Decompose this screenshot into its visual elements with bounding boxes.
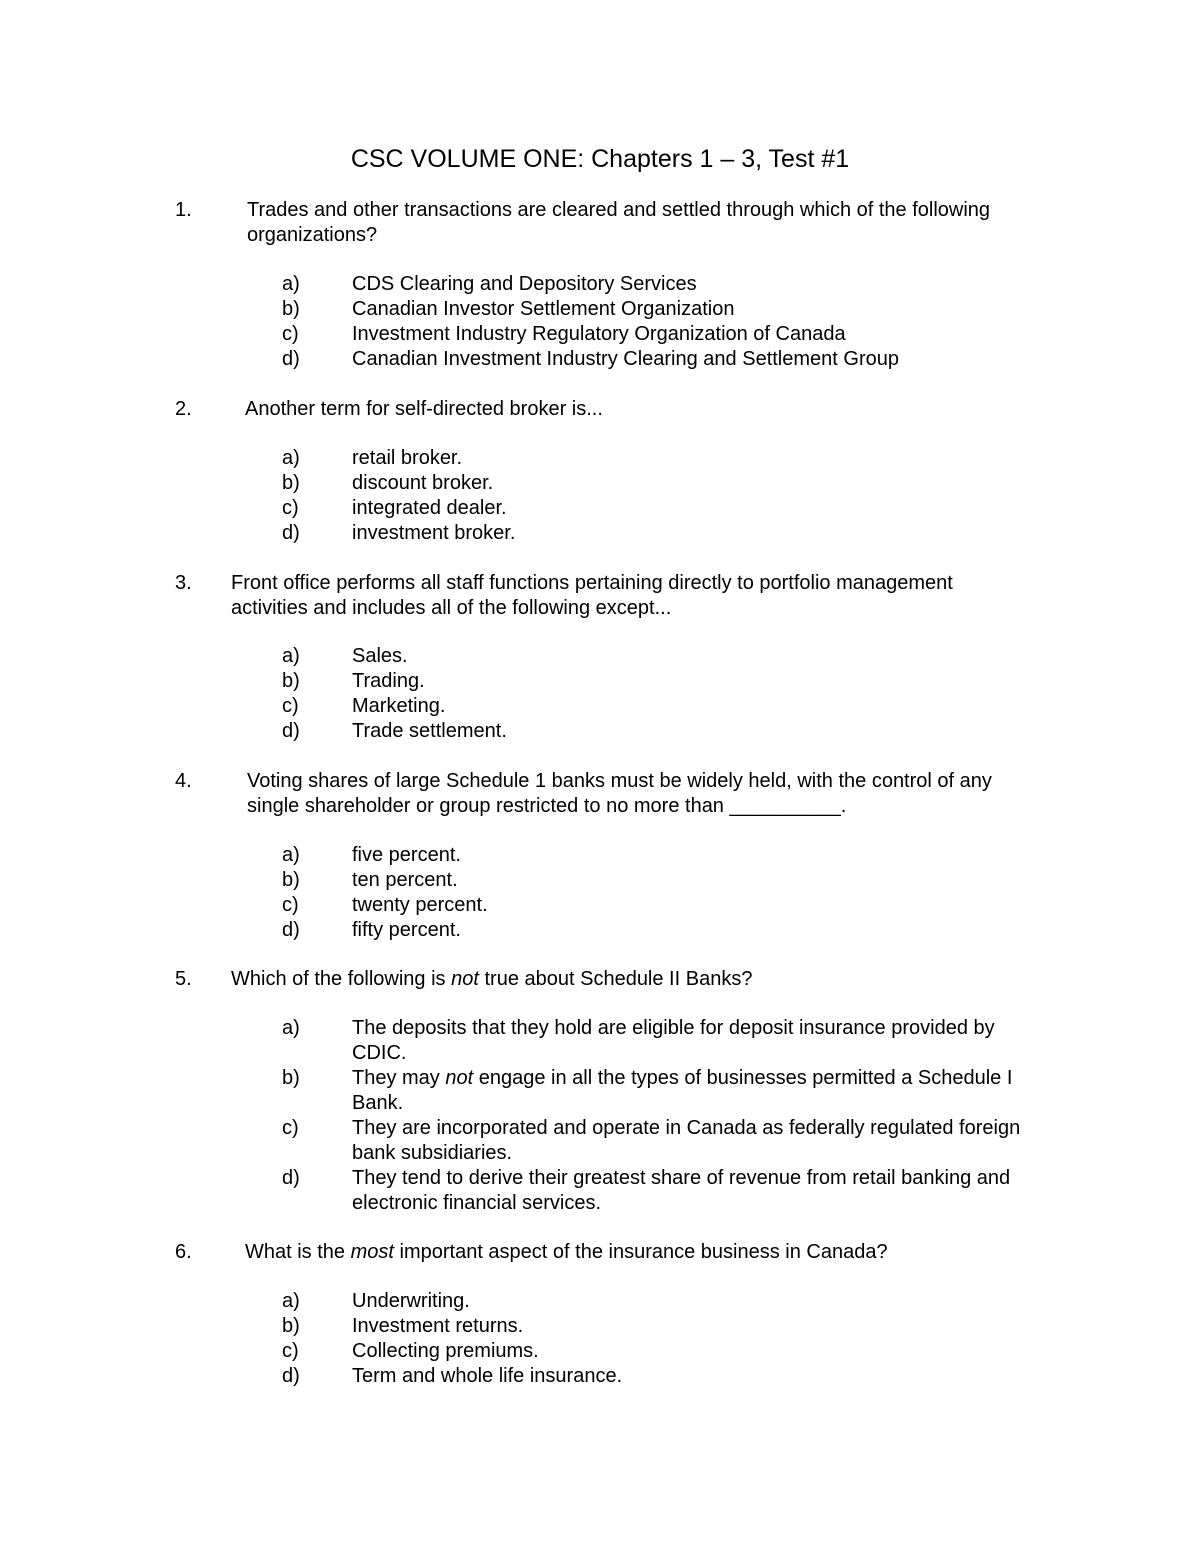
- option-letter: a): [282, 645, 300, 667]
- option-text: They are incorporated and operate in Canada as federally regulated foreign bank subsidiaries.: [352, 1117, 1021, 1164]
- option-text: retail broker.: [352, 447, 463, 469]
- option-b: [0, 669, 1200, 694]
- emphasis-text: not: [445, 1067, 474, 1089]
- option-d: [0, 521, 1200, 546]
- option-text: Collecting premiums.: [352, 1340, 539, 1362]
- option-text: Trade settlement.: [352, 720, 507, 742]
- option-text: CDS Clearing and Depository Services: [352, 273, 697, 295]
- question-text: Voting shares of large Schedule 1 banks must be widely held, with the control of any single shareholder or group restricted to no more than __________.: [247, 770, 992, 817]
- question-number: 4.: [175, 770, 192, 792]
- option-a: [0, 644, 1200, 669]
- option-text: Investment Industry Regulatory Organization of Canada: [352, 323, 846, 345]
- option-letter: c): [282, 1340, 299, 1362]
- option-text: ten percent.: [352, 869, 458, 891]
- option-letter: a): [282, 844, 300, 866]
- question-text: Trades and other transactions are cleared and settled through which of the following organizations?: [247, 199, 991, 246]
- option-text: Marketing.: [352, 695, 446, 717]
- option-text: Investment returns.: [352, 1315, 524, 1337]
- option-letter: c): [282, 1117, 299, 1139]
- option-letter: d): [282, 1365, 300, 1387]
- option-d: [0, 918, 1200, 943]
- option-text: They tend to derive their greatest share of revenue from retail banking and electronic financial services.: [352, 1167, 1011, 1214]
- options-list: [0, 446, 1200, 546]
- option-letter: a): [282, 447, 300, 469]
- option-letter: b): [282, 298, 300, 320]
- question-number: 6.: [175, 1241, 192, 1263]
- option-letter: b): [282, 1315, 300, 1337]
- options-list: [0, 1289, 1200, 1389]
- option-letter: d): [282, 720, 300, 742]
- option-letter: b): [282, 869, 300, 891]
- option-text: Sales.: [352, 645, 408, 667]
- option-text: Canadian Investment Industry Clearing and Settlement Group: [352, 348, 899, 370]
- option-letter: a): [282, 1017, 300, 1039]
- option-letter: c): [282, 894, 299, 916]
- option-c: [0, 1116, 1200, 1166]
- page-title: CSC VOLUME ONE: Chapters 1 – 3, Test #1: [350, 145, 850, 173]
- option-letter: a): [282, 273, 300, 295]
- question-number: 3.: [175, 572, 192, 594]
- options-list: [0, 843, 1200, 943]
- option-b: [0, 1314, 1200, 1339]
- option-text: Underwriting.: [352, 1290, 470, 1312]
- options-list: [0, 272, 1200, 372]
- option-b: [0, 1066, 1200, 1116]
- option-text: The deposits that they hold are eligible for deposit insurance provided by CDIC.: [352, 1017, 995, 1064]
- option-a: [0, 272, 1200, 297]
- option-text: Trading.: [352, 670, 425, 692]
- option-a: [0, 1016, 1200, 1066]
- option-text: They may not engage in all the types of businesses permitted a Schedule I Bank.: [352, 1067, 1013, 1114]
- option-letter: c): [282, 497, 299, 519]
- question-number: 2.: [175, 398, 192, 420]
- question-text: Another term for self-directed broker is...: [245, 398, 603, 420]
- option-c: [0, 322, 1200, 347]
- option-text: fifty percent.: [352, 919, 461, 941]
- option-letter: c): [282, 695, 299, 717]
- option-text: twenty percent.: [352, 894, 488, 916]
- option-letter: d): [282, 919, 300, 941]
- question-text: What is the most important aspect of the insurance business in Canada?: [245, 1241, 888, 1263]
- question-number: 5.: [175, 968, 192, 990]
- option-b: [0, 868, 1200, 893]
- option-letter: b): [282, 670, 300, 692]
- option-a: [0, 1289, 1200, 1314]
- option-text: Canadian Investor Settlement Organization: [352, 298, 735, 320]
- options-list: [0, 1016, 1200, 1216]
- options-list: [0, 644, 1200, 744]
- option-text: Term and whole life insurance.: [352, 1365, 623, 1387]
- emphasis-text: not: [451, 968, 479, 990]
- option-a: [0, 446, 1200, 471]
- option-letter: b): [282, 472, 300, 494]
- option-c: [0, 496, 1200, 521]
- option-b: [0, 471, 1200, 496]
- option-c: [0, 893, 1200, 918]
- option-text: discount broker.: [352, 472, 494, 494]
- option-c: [0, 1339, 1200, 1364]
- option-c: [0, 694, 1200, 719]
- option-d: [0, 1364, 1200, 1389]
- option-b: [0, 297, 1200, 322]
- option-letter: d): [282, 1167, 300, 1189]
- option-d: [0, 347, 1200, 372]
- option-a: [0, 843, 1200, 868]
- question-text: Which of the following is not true about Schedule II Banks?: [231, 968, 753, 990]
- option-d: [0, 1166, 1200, 1216]
- option-text: integrated dealer.: [352, 497, 507, 519]
- option-letter: c): [282, 323, 299, 345]
- emphasis-text: most: [350, 1241, 394, 1263]
- option-text: investment broker.: [352, 522, 516, 544]
- option-text: five percent.: [352, 844, 461, 866]
- option-d: [0, 719, 1200, 744]
- option-letter: d): [282, 522, 300, 544]
- question-text: Front office performs all staff functions pertaining directly to portfolio management activities and includes all of the following except...: [231, 572, 953, 619]
- option-letter: a): [282, 1290, 300, 1312]
- option-letter: d): [282, 348, 300, 370]
- option-letter: b): [282, 1067, 300, 1089]
- question-number: 1.: [175, 199, 192, 221]
